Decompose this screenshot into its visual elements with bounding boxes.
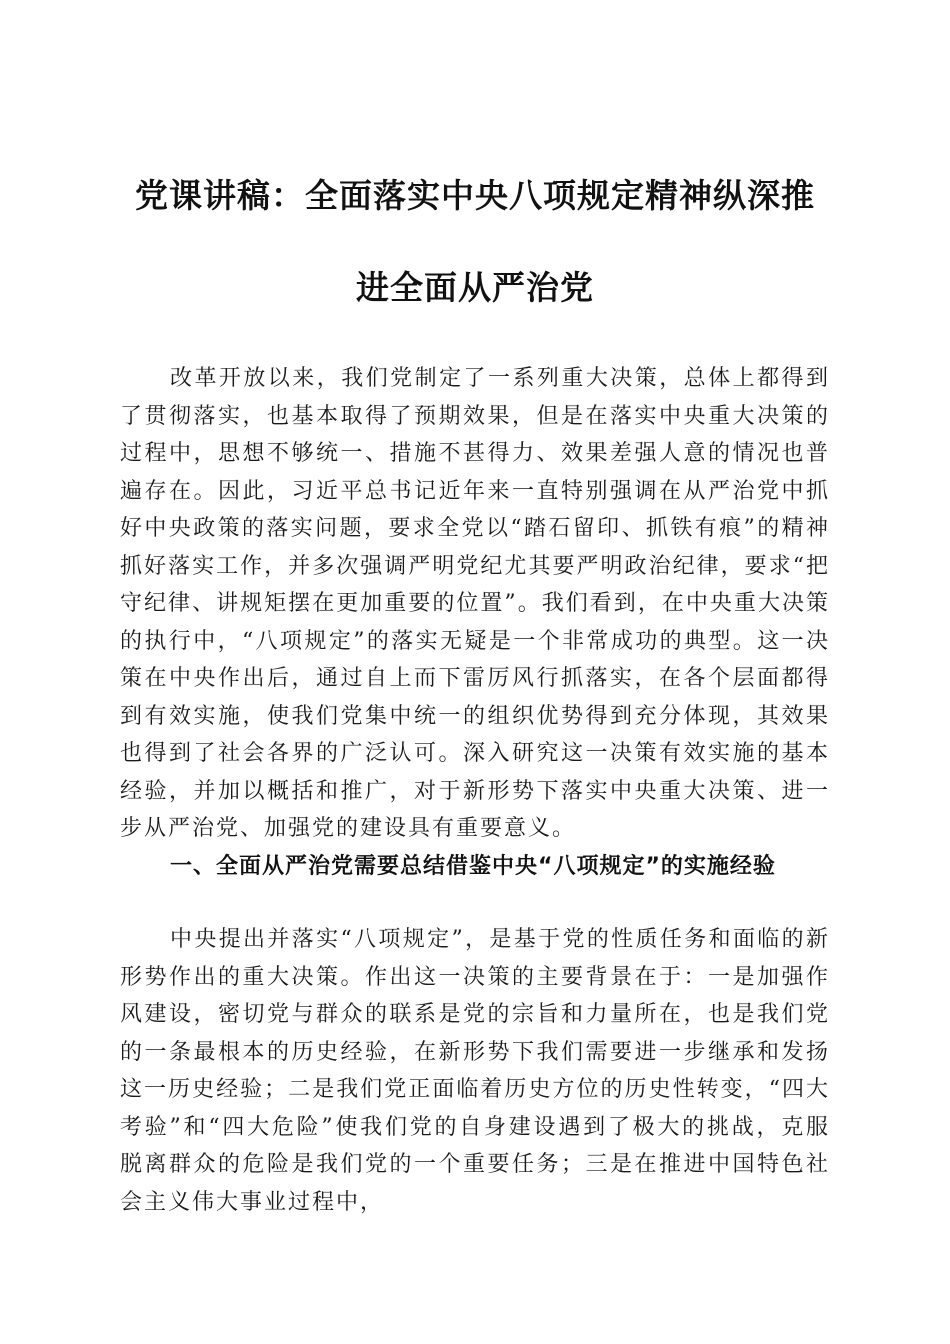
document-title-line-1: 党课讲稿：全面落实中央八项规定精神纵深推: [135, 176, 815, 215]
document-title-line-2: 进全面从严治党: [356, 268, 594, 307]
section-heading-1: 一、全面从严治党需要总结借鉴中央“八项规定”的实施经验: [170, 854, 776, 879]
body-paragraph-1: 改革开放以来，我们党制定了一系列重大决策，总体上都得到了贯彻落实，也基本取得了预期效果，但是在落实中央重大决策的过程中，思想不够统一、措施不甚得力、效果差强人意的情况也普遍存在。因此，习近平总书记近年来一直特别强调在从严治党中抓好中央政策的落实问题，要求全党以“踏石留印、抓铁有痕”的精神抓好落实工作，并多次强调严明党纪尤其要严明政治纪律，要求“把守纪律、讲规矩摆在更加重要的位置”。我们看到，在中央重大决策的执行中，“八项规定”的落实无疑是一个非常成功的典型。这一决策在中央作出后，通过自上而下雷厉风行抓落实，在各个层面都得到有效实施，使我们党集中统一的组织优势得到充分体现，其效果也得到了社会各界的广泛认可。深入研究这一决策有效实施的基本经验，并加以概括和推广，对于新形势下落实中央重大决策、进一步从严治党、加强党的建设具有重要意义。: [120, 366, 830, 841]
body-paragraph-2: 中央提出并落实“八项规定”，是基于党的性质任务和面临的新形势作出的重大决策。作出这一决策的主要背景在于：一是加强作风建设，密切党与群众的联系是党的宗旨和力量所在，也是我们党的一条最根本的历史经验，在新形势下我们需要进一步继承和发扬这一历史经验；二是我们党正面临着历史方位的历史性转变，“四大考验”和“四大危险”使我们党的自身建设遇到了极大的挑战，克服脱离群众的危险是我们党的一个重要任务；三是在推进中国特色社会主义伟大事业过程中，: [120, 927, 830, 1215]
